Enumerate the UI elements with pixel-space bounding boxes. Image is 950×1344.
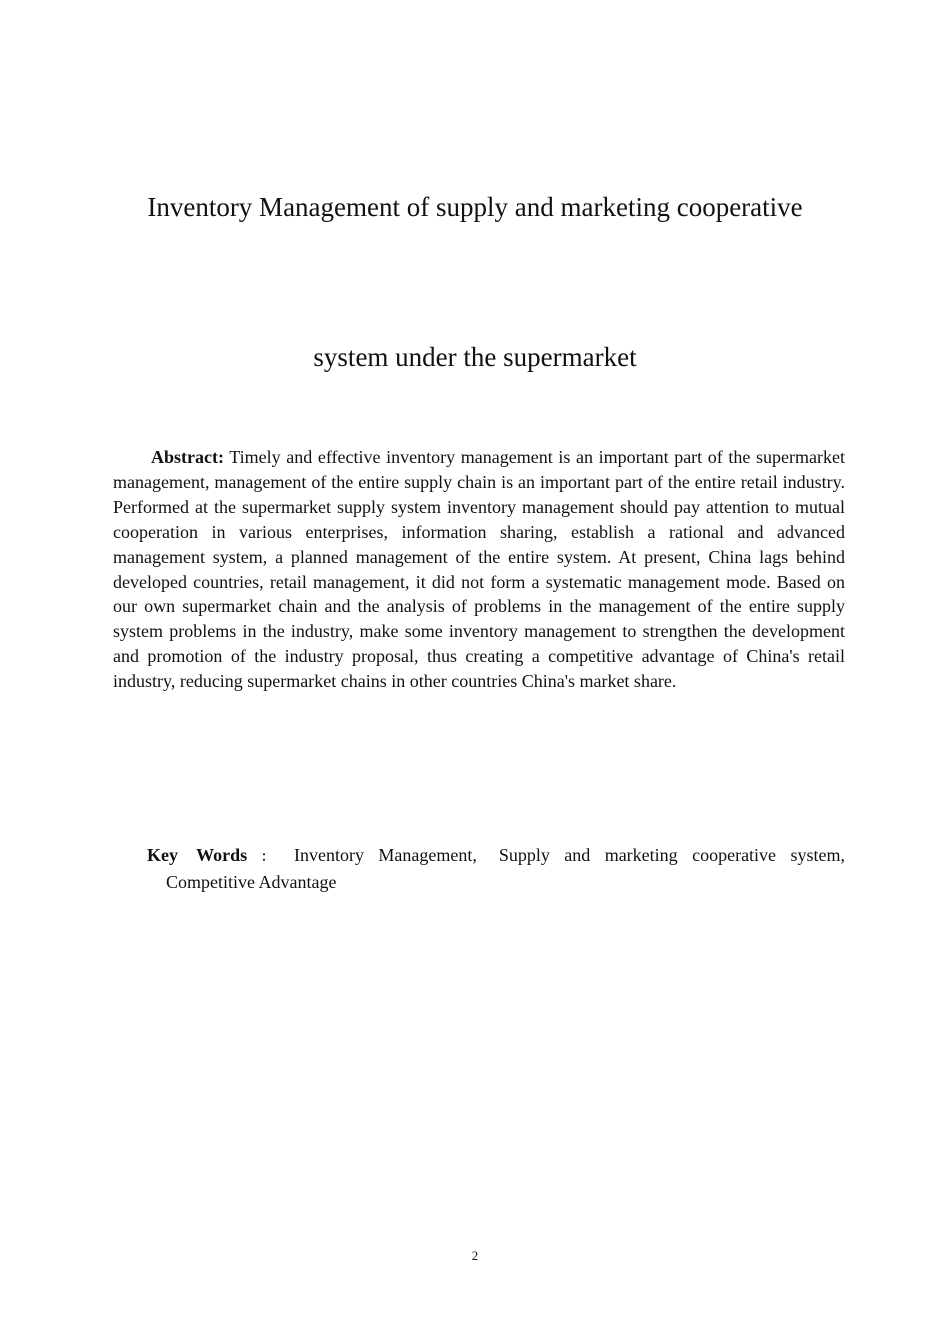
abstract-text: Timely and effective inventory management is an important part of the supermarket management, management of the entire supply chain is an important part of the entire retail industry. Performed at the supermarket supply system inventory management should pay attention to mutual cooperation in various enterprises, information sharing, establish a rational and advanced management system, a planned management of the entire system. At present, China lags behind developed countries, retail management, it did not form a systematic management mode. Based on our own supermarket chain and the analysis of problems in the management of the entire supply system problems in the industry, make some inventory management to strengthen the development and promotion of the industry proposal, thus creating a competitive advantage of China's retail industry, reducing supermarket chains in other countries China's market share. [113, 447, 845, 692]
keywords-colon: ： [251, 849, 284, 864]
keyword-item: Competitive Advantage [166, 871, 337, 892]
abstract-label: Abstract: [151, 447, 224, 467]
page-number: 2 [471, 1248, 479, 1263]
keywords-paragraph [147, 843, 845, 895]
abstract-paragraph [113, 445, 845, 694]
paper-title-line-2: system under the supermarket [313, 342, 637, 372]
keywords-label: Key Words [147, 845, 248, 865]
paper-title-line-1: Inventory Management of supply and marketing cooperative [147, 192, 803, 222]
keyword-item: Inventory Management, [293, 845, 477, 865]
keyword-item: Supply and marketing cooperative system, [498, 845, 845, 865]
